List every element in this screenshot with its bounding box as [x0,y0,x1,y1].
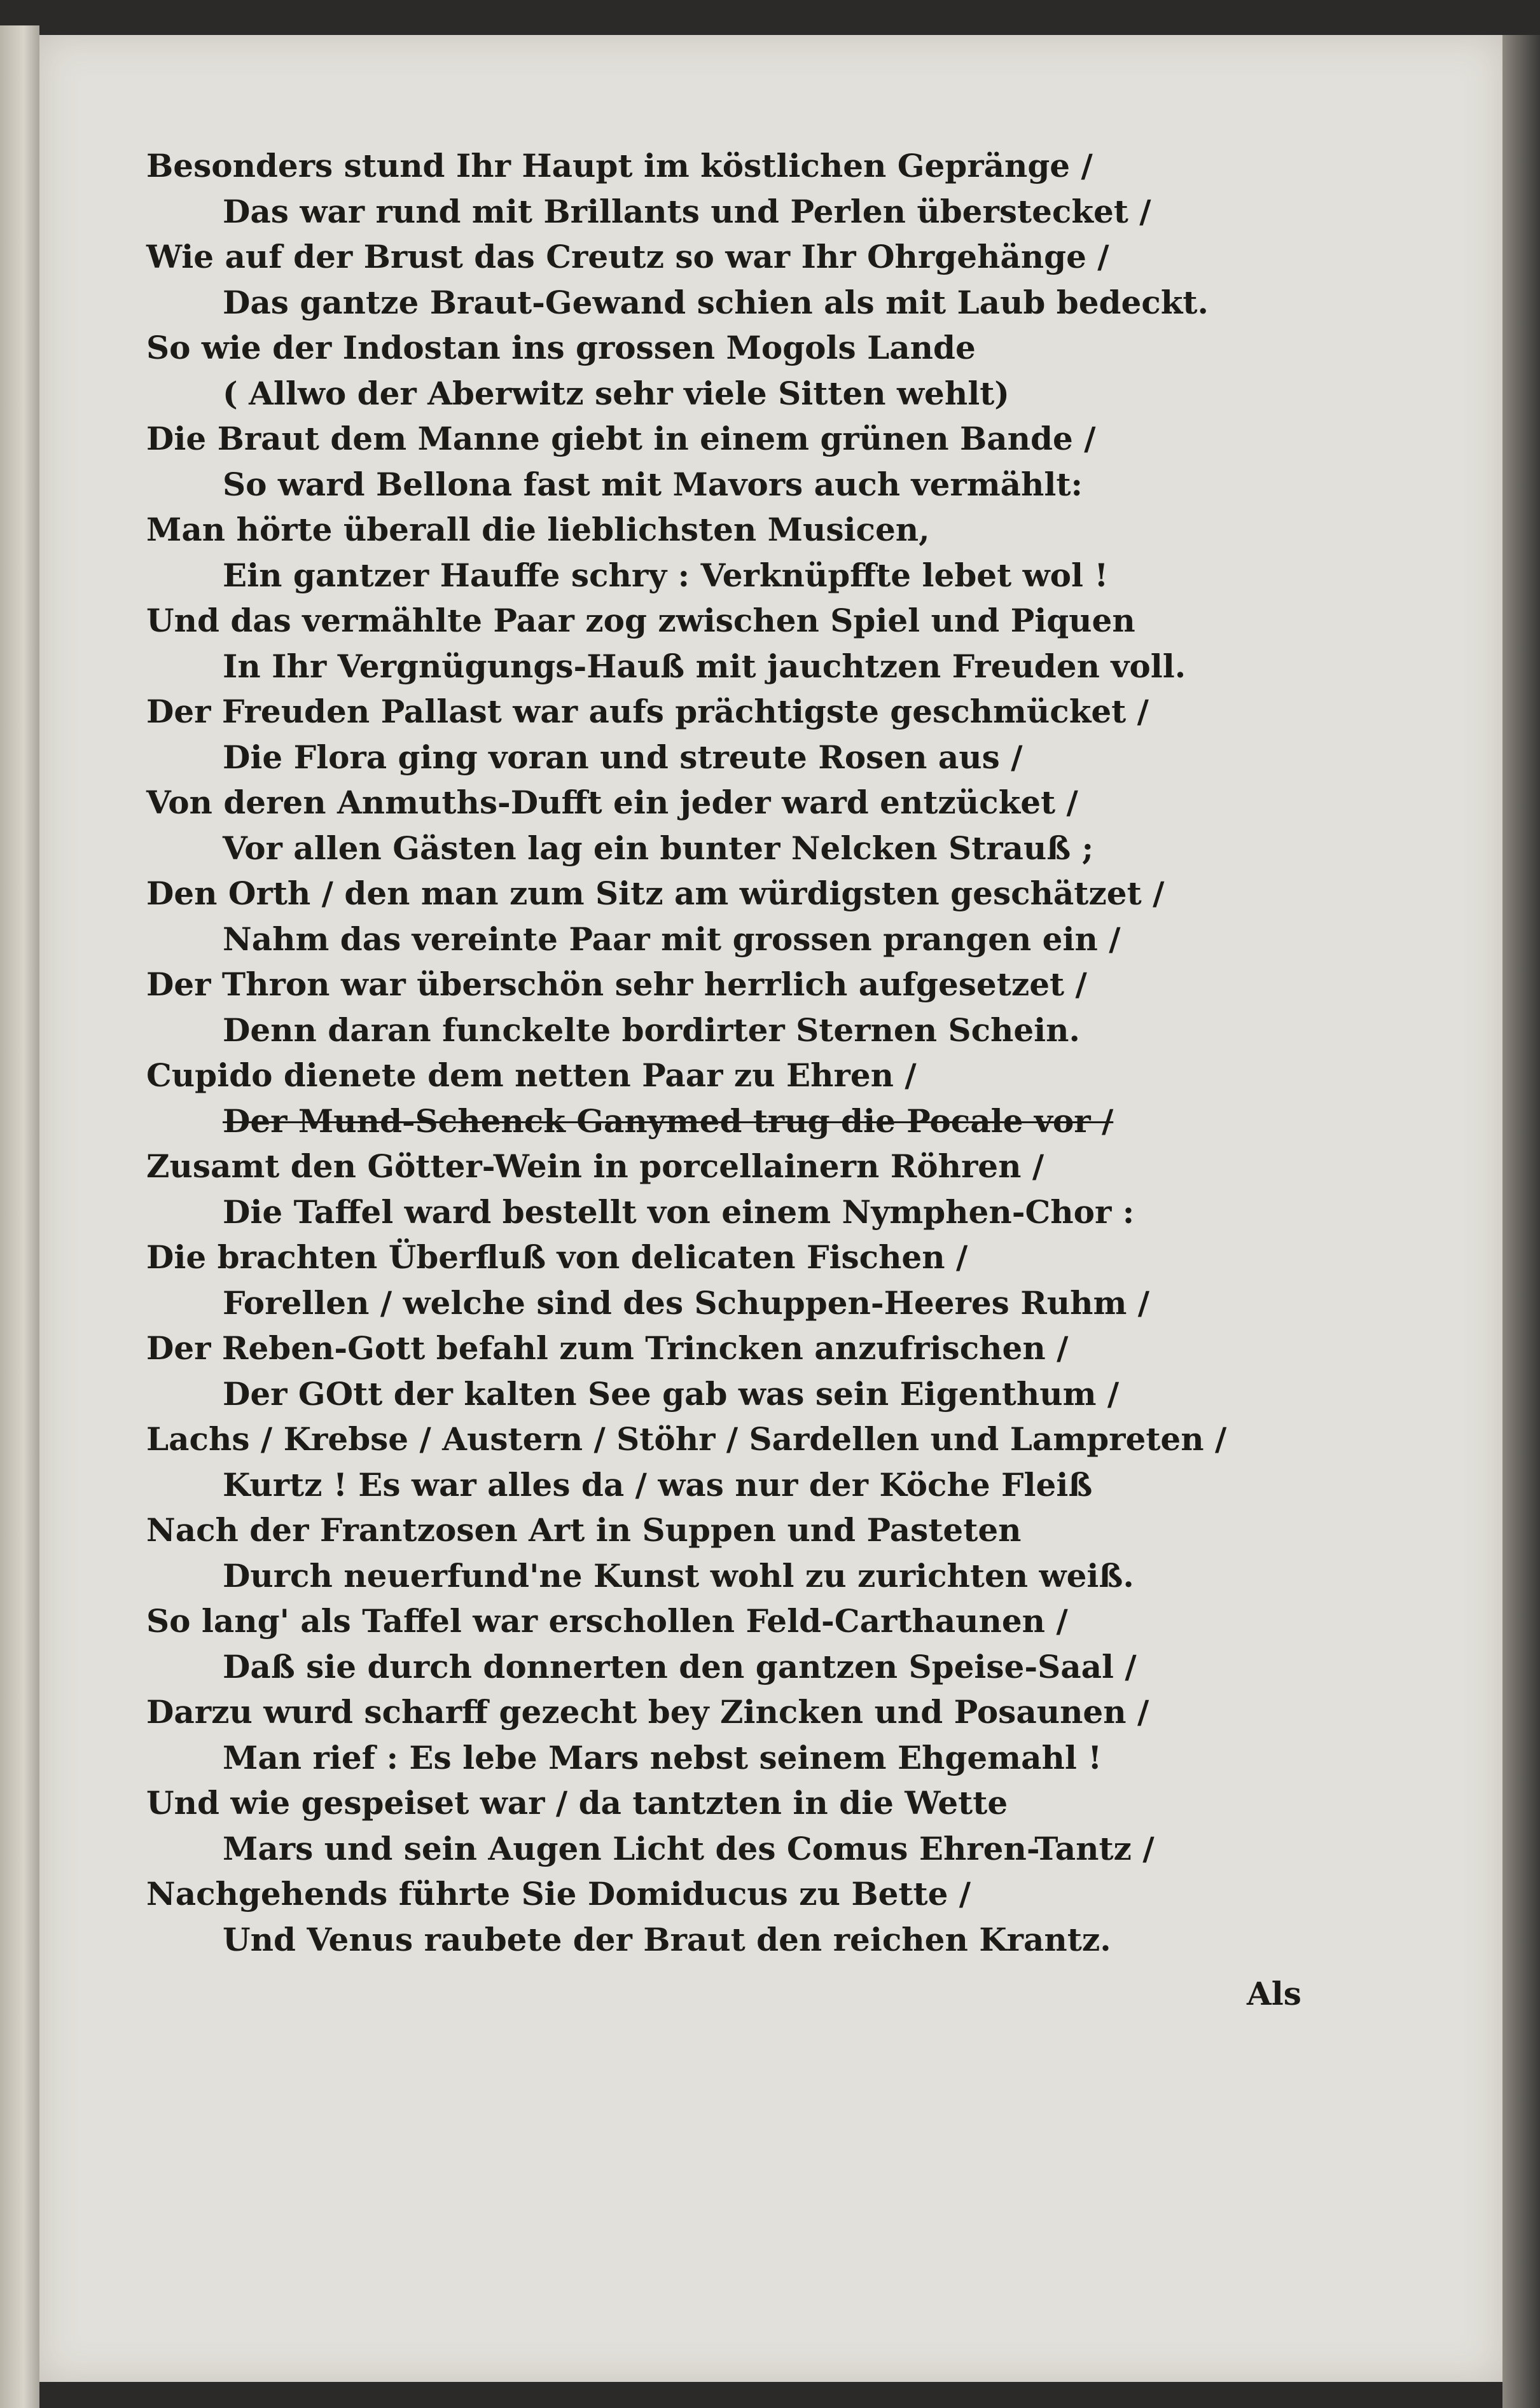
poem-line: Der Mund-Schenck Ganymed trug die Pocale vor / [223,1102,1114,1140]
poem-line: In Ihr Vergnügungs-Hauß mit jauchtzen Freuden voll. [223,647,1186,685]
poem-line: So lang' als Taffel war erschollen Feld-Carthaunen / [146,1602,1068,1640]
poem-line: So wie der Indostan ins grossen Mogols Lande [146,329,976,366]
poem-line: Nach der Frantzosen Art in Suppen und Pasteten [146,1511,1022,1549]
poem-line: Man rief : Es lebe Mars nebst seinem Ehgemahl ! [223,1738,1102,1776]
poem-line: Daß sie durch donnerten den gantzen Speise-Saal / [223,1647,1137,1685]
poem-line: Der Freuden Pallast war aufs prächtigste geschmücket / [146,693,1149,730]
poem-line: Lachs / Krebse / Austern / Stöhr / Sardellen und Lampreten / [146,1420,1227,1458]
poem-line: Ein gantzer Hauffe schry : Verknüpffte lebet wol ! [223,556,1109,594]
poem-line: Der Reben-Gott befahl zum Trincken anzufrischen / [146,1329,1069,1367]
poem-line: Die Flora ging voran und streute Rosen aus / [223,738,1023,776]
poem-line: Man hörte überall die lieblichsten Musicen, [146,511,930,548]
poem-line: Und das vermählte Paar zog zwischen Spiel und Piquen [146,602,1135,639]
poem-line: Durch neuerfund'ne Kunst wohl zu zurichten weiß. [223,1556,1134,1595]
poem-line: Von deren Anmuths-Dufft ein jeder ward entzücket / [146,784,1078,821]
poem-line: Cupido dienete dem netten Paar zu Ehren / [146,1056,917,1094]
poem-line: Der GOtt der kalten See gab was sein Eigenthum / [223,1374,1120,1413]
page-edge-shadow [1502,35,1540,2408]
poem-line: Besonders stund Ihr Haupt im köstlichen Gepränge / [146,147,1093,184]
poem-line: Nachgehends führte Sie Domiducus zu Bette / [146,1875,971,1913]
catchword: Als [1247,1975,1301,2012]
poem-line: Das war rund mit Brillants und Perlen überstecket / [223,192,1151,230]
poem-line: Und wie gespeiset war / da tantzten in die Wette [146,1784,1008,1822]
poem-line: So ward Bellona fast mit Mavors auch vermählt: [223,465,1083,503]
poem-line: Die Braut dem Manne giebt in einem grünen Bande / [146,420,1096,457]
poem-line: Kurtz ! Es war alles da / was nur der Köche Fleiß [223,1465,1093,1504]
poem-line: Mars und sein Augen Licht des Comus Ehren-Tantz / [223,1829,1155,1867]
poem-line: Die brachten Überfluß von delicaten Fischen / [146,1238,968,1276]
poem-line: ( Allwo der Aberwitz sehr viele Sitten wehlt) [223,374,1009,412]
poem-line: Forellen / welche sind des Schuppen-Heeres Ruhm / [223,1284,1150,1322]
poem-line: Und Venus raubete der Braut den reichen Krantz. [223,1920,1111,1958]
poem-line: Wie auf der Brust das Creutz so war Ihr Ohrgehänge / [146,238,1109,275]
poem-line: Vor allen Gästen lag ein bunter Nelcken Strauß ; [223,829,1094,867]
poem-line: Der Thron war überschön sehr herrlich aufgesetzet / [146,965,1087,1003]
poem-line: Nahm das vereinte Paar mit grossen prangen ein / [223,920,1121,958]
poem-line: Denn daran funckelte bordirter Sternen Schein. [223,1011,1080,1049]
facing-page-edge [0,25,39,2408]
poem-line: Die Taffel ward bestellt von einem Nymphen-Chor : [223,1193,1135,1231]
poem-line: Das gantze Braut-Gewand schien als mit Laub bedeckt. [223,283,1209,321]
poem-line: Den Orth / den man zum Sitz am würdigsten geschätzet / [146,875,1165,912]
poem-line: Darzu wurd scharff gezecht bey Zincken und Posaunen / [146,1693,1149,1731]
poem-line: Zusamt den Götter-Wein in porcellainern Röhren / [146,1147,1044,1185]
poem-text [146,143,1355,1962]
